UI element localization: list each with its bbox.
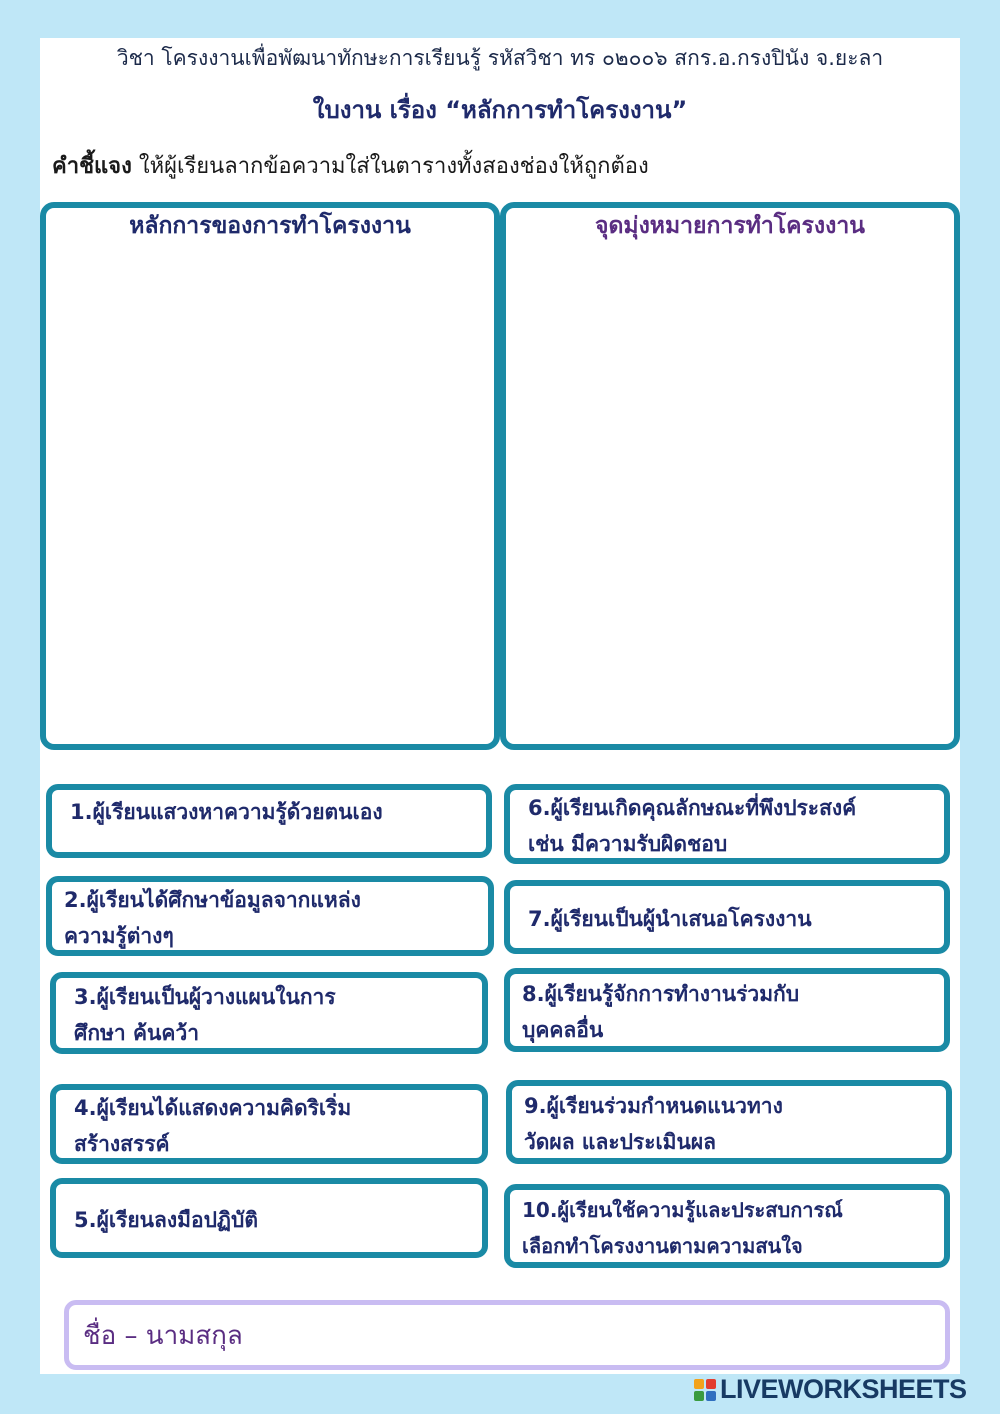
drag-card-2-line2: ความรู้ต่างๆ — [64, 924, 174, 948]
drag-card-9-line1: 9.ผู้เรียนร่วมกำหนดแนวทาง — [524, 1094, 783, 1118]
drag-card-9-line2: วัดผล และประเมินผล — [524, 1130, 717, 1154]
drag-card-4[interactable] — [50, 1084, 488, 1164]
worksheet-page — [40, 38, 960, 1374]
worksheet-title: ใบงาน เรื่อง “หลักการทำโครงงาน” — [312, 96, 688, 124]
dropzone-principles[interactable] — [40, 202, 500, 750]
drag-card-8-line2: บุคคลอื่น — [522, 1018, 604, 1042]
drag-card-3-line2: ศึกษา ค้นคว้า — [74, 1021, 200, 1045]
liveworksheets-logo — [694, 1374, 967, 1405]
drag-card-8[interactable] — [504, 968, 950, 1052]
drag-card-10-line2: เลือกทำโครงงานตามความสนใจ — [522, 1234, 803, 1258]
drag-card-5[interactable] — [50, 1178, 488, 1258]
drag-card-9[interactable] — [506, 1080, 952, 1164]
drag-card-3[interactable] — [50, 972, 488, 1054]
student-name-label: ชื่อ – นามสกุล — [83, 1320, 243, 1351]
drag-card-8-line1: 8.ผู้เรียนรู้จักการทำงานร่วมกับ — [522, 982, 800, 1006]
dropzone-objectives[interactable] — [500, 202, 960, 750]
drag-card-6[interactable] — [504, 784, 950, 864]
drag-card-10-line1: 10.ผู้เรียนใช้ความรู้และประสบการณ์ — [522, 1198, 843, 1222]
drag-card-10[interactable] — [504, 1184, 950, 1268]
liveworksheets-logo-icon — [694, 1379, 716, 1401]
drag-card-1-line1: 1.ผู้เรียนแสวงหาความรู้ด้วยตนเอง — [70, 800, 383, 824]
drag-card-6-line1: 6.ผู้เรียนเกิดคุณลักษณะที่พึงประสงค์ — [528, 796, 857, 820]
drag-card-6-line2: เช่น มีความรับผิดชอบ — [528, 832, 728, 856]
drag-card-7-line1: 7.ผู้เรียนเป็นผู้นำเสนอโครงงาน — [528, 907, 812, 931]
drag-card-1[interactable] — [46, 784, 492, 858]
instruction-label: คำชี้แจง — [52, 154, 132, 179]
drag-card-7[interactable] — [504, 880, 950, 954]
drag-card-3-line1: 3.ผู้เรียนเป็นผู้วางแผนในการ — [74, 985, 336, 1009]
drag-card-2[interactable] — [46, 876, 494, 956]
dropzone-objectives-title: จุดมุ่งหมายการทำโครงงาน — [595, 213, 865, 239]
drag-card-4-line2: สร้างสรรค์ — [74, 1132, 170, 1156]
instruction — [52, 148, 649, 183]
student-name-field[interactable] — [64, 1300, 950, 1370]
drag-card-4-line1: 4.ผู้เรียนได้แสดงความคิดริเริ่ม — [74, 1096, 352, 1120]
drag-card-2-line1: 2.ผู้เรียนได้ศึกษาข้อมูลจากแหล่ง — [64, 888, 361, 912]
liveworksheets-logo-text: LIVEWORKSHEETS — [720, 1374, 967, 1404]
drag-card-5-line1: 5.ผู้เรียนลงมือปฏิบัติ — [74, 1208, 258, 1232]
subject-line: วิชา โครงงานเพื่อพัฒนาทักษะการเรียนรู้ รหัสวิชา ทร ๐๒๐๐๖ สกร.อ.กรงปินัง จ.ยะลา — [116, 46, 884, 70]
instruction-text: ให้ผู้เรียนลากข้อความใส่ในตารางทั้งสองช่องให้ถูกต้อง — [131, 154, 649, 179]
dropzone-principles-title: หลักการของการทำโครงงาน — [129, 213, 411, 239]
